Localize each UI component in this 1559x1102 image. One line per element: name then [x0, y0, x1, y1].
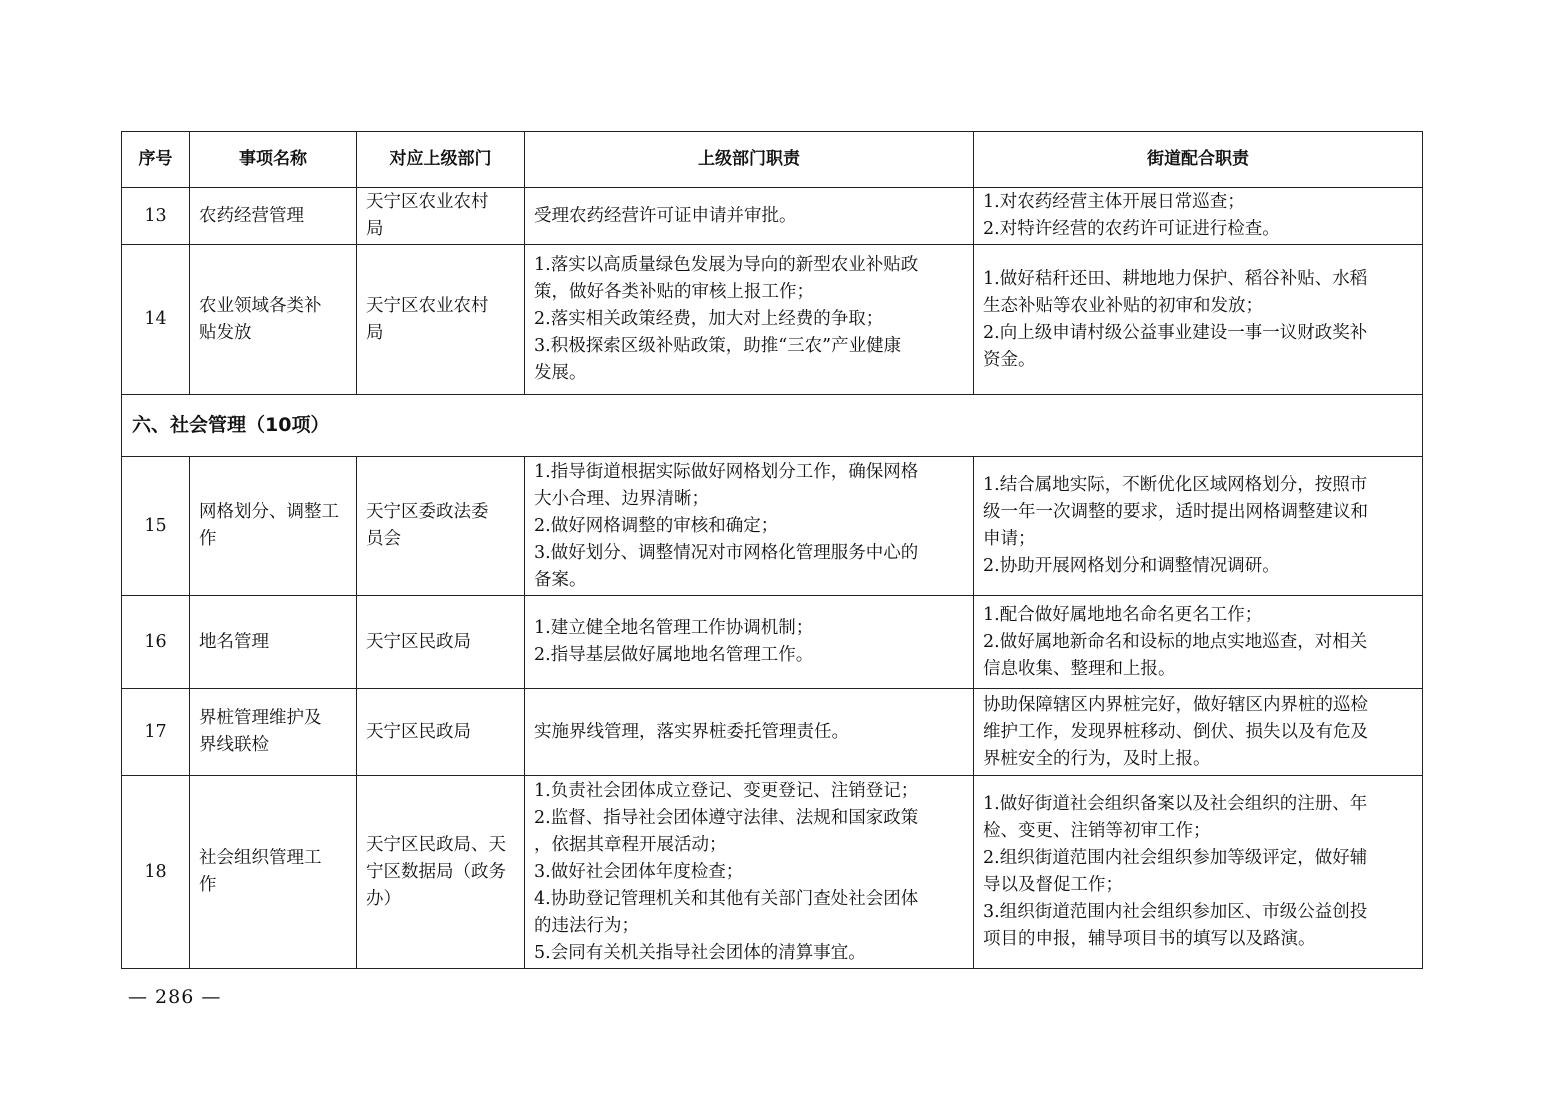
upper-dept-cell — [357, 188, 525, 245]
cell-text-line: 2.指导基层做好属地地名管理工作。 — [534, 645, 814, 665]
cell-text-line: 农药经营管理 — [199, 205, 304, 226]
cell-text-line: 实施界线管理，落实界桩委托管理责任。 — [534, 721, 849, 742]
cell-text-line: 检、变更、注销等初审工作； — [983, 821, 1211, 841]
item-name-cell — [190, 596, 357, 689]
header-seq: 序号 — [122, 132, 190, 188]
cell-text-line: 导以及督促工作； — [983, 875, 1123, 895]
cell-text-line: 天宁区民政局 — [366, 631, 471, 652]
cell-text-line: 资金。 — [983, 349, 1036, 370]
cell-text-line: 界线联检 — [199, 735, 269, 755]
cell-text-line: 生态补贴等农业补贴的初审和发放； — [983, 295, 1263, 316]
cell-text-line: 地名管理 — [199, 631, 269, 652]
cell-text-line: ，依据其章程开展活动； — [534, 834, 727, 855]
upper-duty-cell — [525, 457, 974, 596]
cell-text-line: 界桩安全的行为，及时上报。 — [983, 748, 1211, 769]
cell-text-line: 1.结合属地实际，不断优化区域网格划分，按照市 — [983, 475, 1368, 495]
seq-cell: 14 — [122, 245, 190, 395]
street-duty-cell — [974, 188, 1423, 245]
cell-text-line: 信息收集、整理和上报。 — [983, 658, 1176, 679]
cell-text-line: 宁区数据局（政务 — [366, 861, 506, 882]
cell-text-line: 维护工作，发现界桩移动、倒伏、损失以及有危及 — [983, 721, 1368, 742]
upper-dept-cell — [357, 689, 525, 776]
upper-duty-cell — [525, 245, 974, 395]
header-upper-duty: 上级部门职责 — [525, 132, 974, 188]
cell-text-line: 4.协助登记管理机关和其他有关部门查处社会团体 — [534, 888, 919, 909]
cell-text-line: 1.配合做好属地地名命名更名工作； — [983, 604, 1263, 625]
header-item-name: 事项名称 — [190, 132, 357, 188]
item-name-cell — [190, 188, 357, 245]
seq-cell: 16 — [122, 596, 190, 689]
upper-dept-cell — [357, 457, 525, 596]
cell-text-line: 1.负责社会团体成立登记、变更登记、注销登记； — [534, 780, 919, 801]
header-row — [122, 132, 1423, 188]
duty-table — [121, 131, 1423, 969]
cell-text-line: 申请； — [983, 529, 1036, 549]
cell-text-line: 受理农药经营许可证申请并审批。 — [534, 205, 797, 226]
cell-text-line: 天宁区农业农村 — [366, 192, 489, 212]
cell-text-line: 局 — [366, 322, 384, 343]
cell-text-line: 天宁区民政局 — [366, 721, 471, 742]
table-row — [122, 596, 1423, 689]
cell-text-line: 5.会同有关机关指导社会团体的清算事宜。 — [534, 942, 866, 963]
cell-text-line: 局 — [366, 219, 384, 239]
cell-text-line: 发展。 — [534, 363, 587, 383]
table-row — [122, 689, 1423, 776]
cell-text-line: 1.做好秸秆还田、耕地地力保护、稻谷补贴、水稻 — [983, 268, 1368, 289]
cell-text-line: 3.积极探索区级补贴政策，助推“三农”产业健康 — [534, 336, 902, 356]
upper-duty-cell — [525, 776, 974, 969]
upper-dept-cell — [357, 596, 525, 689]
cell-text-line: 的违法行为； — [534, 915, 639, 936]
seq-cell: 18 — [122, 776, 190, 969]
street-duty-cell — [974, 689, 1423, 776]
cell-text-line: 天宁区农业农村 — [366, 295, 489, 316]
upper-dept-cell — [357, 776, 525, 969]
upper-duty-cell — [525, 188, 974, 245]
street-duty-cell — [974, 596, 1423, 689]
cell-text-line: 3.做好划分、调整情况对市网格化管理服务中心的 — [534, 542, 919, 563]
cell-text-line: 2.做好网格调整的审核和确定； — [534, 515, 779, 536]
section-title: 六、社会管理（10项） — [122, 395, 1423, 457]
table-row — [122, 245, 1423, 395]
cell-text-line: 网格划分、调整工 — [199, 502, 339, 522]
table-row — [122, 776, 1423, 969]
cell-text-line: 1.指导街道根据实际做好网格划分工作，确保网格 — [534, 461, 919, 482]
cell-text-line: 3.做好社会团体年度检查； — [534, 861, 744, 882]
cell-text-line: 2.监督、指导社会团体遵守法律、法规和国家政策 — [534, 807, 919, 828]
cell-text-line: 2.对特许经营的农药许可证进行检查。 — [983, 219, 1280, 239]
street-duty-cell — [974, 776, 1423, 969]
cell-text-line: 1.做好街道社会组织备案以及社会组织的注册、年 — [983, 794, 1368, 814]
street-duty-cell — [974, 245, 1423, 395]
cell-text-line: 1.落实以高质量绿色发展为导向的新型农业补贴政 — [534, 255, 919, 275]
upper-duty-cell — [525, 596, 974, 689]
cell-text-line: 项目的申报，辅导项目书的填写以及路演。 — [983, 929, 1316, 949]
header-upper-dept: 对应上级部门 — [357, 132, 525, 188]
cell-text-line: 大小合理、边界清晰； — [534, 488, 709, 509]
cell-text-line: 2.向上级申请村级公益事业建设一事一议财政奖补 — [983, 322, 1368, 343]
cell-text-line: 天宁区委政法委 — [366, 502, 489, 522]
table-body — [122, 188, 1423, 969]
cell-text-line: 2.落实相关政策经费，加大对上经费的争取； — [534, 309, 884, 329]
item-name-cell — [190, 457, 357, 596]
cell-text-line: 社会组织管理工 — [199, 848, 322, 868]
seq-cell: 15 — [122, 457, 190, 596]
cell-text-line: 协助保障辖区内界桩完好，做好辖区内界桩的巡检 — [983, 694, 1368, 715]
table-row — [122, 188, 1423, 245]
cell-text-line: 1.对农药经营主体开展日常巡查； — [983, 192, 1245, 212]
item-name-cell — [190, 689, 357, 776]
item-name-cell — [190, 245, 357, 395]
street-duty-cell — [974, 457, 1423, 596]
cell-text-line: 作 — [199, 529, 217, 549]
page-number: — 286 — — [128, 986, 222, 1008]
cell-text-line: 贴发放 — [199, 322, 252, 343]
seq-cell: 17 — [122, 689, 190, 776]
seq-cell: 13 — [122, 188, 190, 245]
header-street-duty: 街道配合职责 — [974, 132, 1423, 188]
cell-text-line: 2.做好属地新命名和设标的地点实地巡查，对相关 — [983, 631, 1368, 652]
cell-text-line: 办） — [366, 888, 401, 909]
cell-text-line: 2.协助开展网格划分和调整情况调研。 — [983, 556, 1280, 576]
cell-text-line: 备案。 — [534, 569, 587, 590]
upper-duty-cell — [525, 689, 974, 776]
cell-text-line: 1.建立健全地名管理工作协调机制； — [534, 618, 814, 638]
cell-text-line: 策，做好各类补贴的审核上报工作； — [534, 282, 814, 302]
cell-text-line: 员会 — [366, 529, 401, 549]
cell-text-line: 2.组织街道范围内社会组织参加等级评定，做好辅 — [983, 848, 1368, 868]
upper-dept-cell — [357, 245, 525, 395]
table-row — [122, 457, 1423, 596]
cell-text-line: 界桩管理维护及 — [199, 708, 322, 728]
cell-text-line: 作 — [199, 875, 217, 895]
section-row — [122, 395, 1423, 457]
cell-text-line: 天宁区民政局、天 — [366, 834, 506, 855]
item-name-cell — [190, 776, 357, 969]
cell-text-line: 农业领域各类补 — [199, 295, 322, 316]
cell-text-line: 级一年一次调整的要求，适时提出网格调整建议和 — [983, 502, 1368, 522]
cell-text-line: 3.组织街道范围内社会组织参加区、市级公益创投 — [983, 902, 1368, 922]
